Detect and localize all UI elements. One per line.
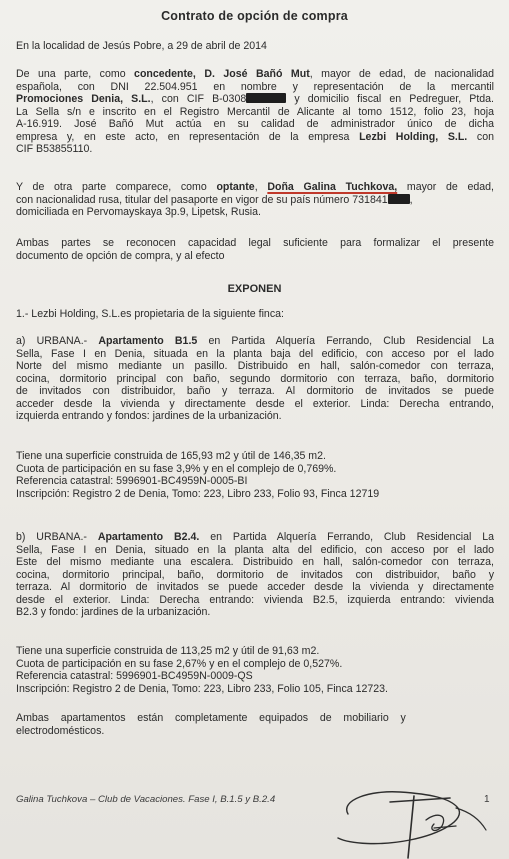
text-line: A-16.919. José Bañó Mut actúa en su calidad de administrador único de dicha (16, 118, 494, 130)
text-line: documento de opción de compra, y al efecto (16, 249, 225, 262)
place-date: En la localidad de Jesús Pobre, a 29 de abril de 2014 (16, 40, 267, 52)
section-heading-exponen: EXPONEN (227, 283, 282, 295)
text-line (16, 194, 494, 207)
redaction-block (246, 93, 286, 103)
paragraph-capacidad (16, 237, 494, 262)
paragraph-optante (16, 181, 494, 219)
text-line: cocina, dormitorio principal con baño, segundo dormitorio con terraza, baño, dormitorio (16, 372, 494, 385)
text-line: acceder desde la vivienda y directamente desde el exterior. Linda: Derecha entrando, (16, 397, 494, 410)
text-span: , mayor de edad, de nacionalidad (309, 68, 494, 80)
text-line: Cuota de participación en su fase 3,9% y en el complejo de 0,769%. (16, 462, 337, 475)
item-1: 1.- Lezbi Holding, S.L.es propietaria de la siguiente finca: (16, 308, 284, 320)
text-span: , (409, 193, 413, 206)
text-line (16, 531, 494, 544)
page-number: 1 (484, 794, 490, 805)
text-line: Sella, Fase I en Denia, situada en la planta baja del edificio, con acceso por el lado (16, 347, 494, 360)
apartment-name: Apartamento B1.5 (98, 335, 198, 347)
text-line: de invitados con distribuidor, baño y terraza. Al dormitorio de invitados se puede (16, 385, 494, 397)
property-a-description (16, 335, 494, 423)
text-line: Inscripción: Registro 2 de Denia, Tomo: 223, Libro 233, Folio 93, Finca 12719 (16, 487, 380, 500)
property-b-description (16, 531, 494, 619)
text-line: Referencia catastral: 5996901-BC4959N-0009-QS (16, 670, 253, 682)
text-span: mayor de edad, (397, 181, 494, 193)
text-line (16, 68, 494, 81)
text-span: con nacionalidad rusa, titular del pasaporte en vigor de su país número 731841 (16, 193, 388, 206)
text-line: Este del mismo mediante una escalera. Distribuido en hall, salón-comedor con terraza, (16, 556, 494, 568)
optante-name: Doña Galina Tuchkova, (267, 181, 398, 193)
text-span: b) URBANA.- (16, 531, 98, 543)
company-name: Lezbi Holding, S.L. (359, 130, 468, 143)
text-line (16, 93, 494, 106)
text-line: Tiene una superficie construida de 113,25 m2 y útil de 91,63 m2. (16, 645, 320, 657)
text-line: B2.3 y fondo: jardines de la urbanización. (16, 606, 211, 618)
text-line: Sella, Fase I en Denia, situado en la planta alta del edificio, con acceso por el lado (16, 543, 494, 556)
text-span: empresa y, en este acto, en representación de la empresa (16, 130, 360, 143)
text-span: en Partida Alquería Ferrando, Club Residencial La (197, 335, 494, 347)
text-line: Cuota de participación en su fase 2,67% y en el complejo de 0,527%. (16, 657, 343, 670)
text-line (16, 181, 494, 194)
page-footer: Galina Tuchkova – Club de Vacaciones. Fase I, B.1.5 y B.2.4 (16, 794, 276, 805)
text-line: Tiene una superficie construida de 165,93 m2 y útil de 146,35 m2. (16, 450, 326, 462)
paragraph-concedente (16, 68, 494, 156)
text-span: , con CIF B-0308 (150, 93, 247, 105)
paragraph-equipados (16, 712, 494, 737)
text-line: CIF B53855110. (16, 143, 93, 155)
text-span: y domicilio fiscal en Pedreguer, Ptda. (286, 93, 494, 105)
text-line: Referencia catastral: 5996901-BC4959N-0005-BI (16, 475, 248, 487)
company-name: Promociones Denia, S.L. (16, 93, 151, 105)
text-line: Ambas partes se reconocen capacidad legal suficiente para formalizar el presente (16, 237, 494, 249)
text-line (16, 131, 494, 144)
redaction-block (388, 194, 410, 204)
text-line: electrodomésticos. (16, 724, 105, 737)
text-span: en Partida Alquería Ferrando, Club Residencial La (199, 531, 494, 543)
text-line: Ambas apartamentos están completamente equipados de mobiliario y (16, 712, 406, 724)
text-line: La Sella s/n e inscrito en el Registro Mercantil de Alicante al tomo 1512, folio 23, hoja (16, 105, 494, 118)
text-line: izquierda entrando y fondos: jardines de la urbanización. (16, 410, 282, 422)
optante-label: optante (216, 181, 255, 193)
text-span: a) URBANA.- (16, 335, 99, 347)
signature-mark (330, 768, 490, 859)
text-line (16, 335, 494, 348)
text-line: desde el exterior. Linda: Derecha entrando: vivienda B2.5, izquierda entrando: vivienda (16, 593, 494, 606)
text-line: Norte del mismo mediante un pasillo. Distribuido en hall, salón-comedor con terraza, (16, 360, 494, 372)
document-title: Contrato de opción de compra (161, 9, 348, 23)
apartment-name: Apartamento B2.4. (97, 531, 200, 543)
text-span: , (254, 181, 268, 193)
text-span: De una parte, como (16, 68, 135, 80)
text-span: con (467, 130, 494, 143)
text-line: terraza. Al dormitorio de invitados se puede acceder desde la vivienda y directamente (16, 581, 494, 593)
concedente-name: concedente, D. José Bañó Mut (134, 68, 310, 80)
text-line: Inscripción: Registro 2 de Denia, Tomo: 223, Libro 233, Folio 105, Finca 12723. (16, 682, 388, 695)
text-line: española, con DNI 22.504.951 en nombre y representación de la mercantil (16, 80, 494, 93)
property-a-details (16, 450, 494, 500)
text-span: Y de otra parte comparece, como (16, 181, 217, 193)
text-line: domiciliada en Pervomayskaya 3p.9, Lipetsk, Rusia. (16, 206, 261, 218)
property-b-details (16, 645, 494, 695)
text-line: cocina, dormitorio principal, baño, dormitorio de invitados con distribuidor, baño y (16, 568, 494, 581)
